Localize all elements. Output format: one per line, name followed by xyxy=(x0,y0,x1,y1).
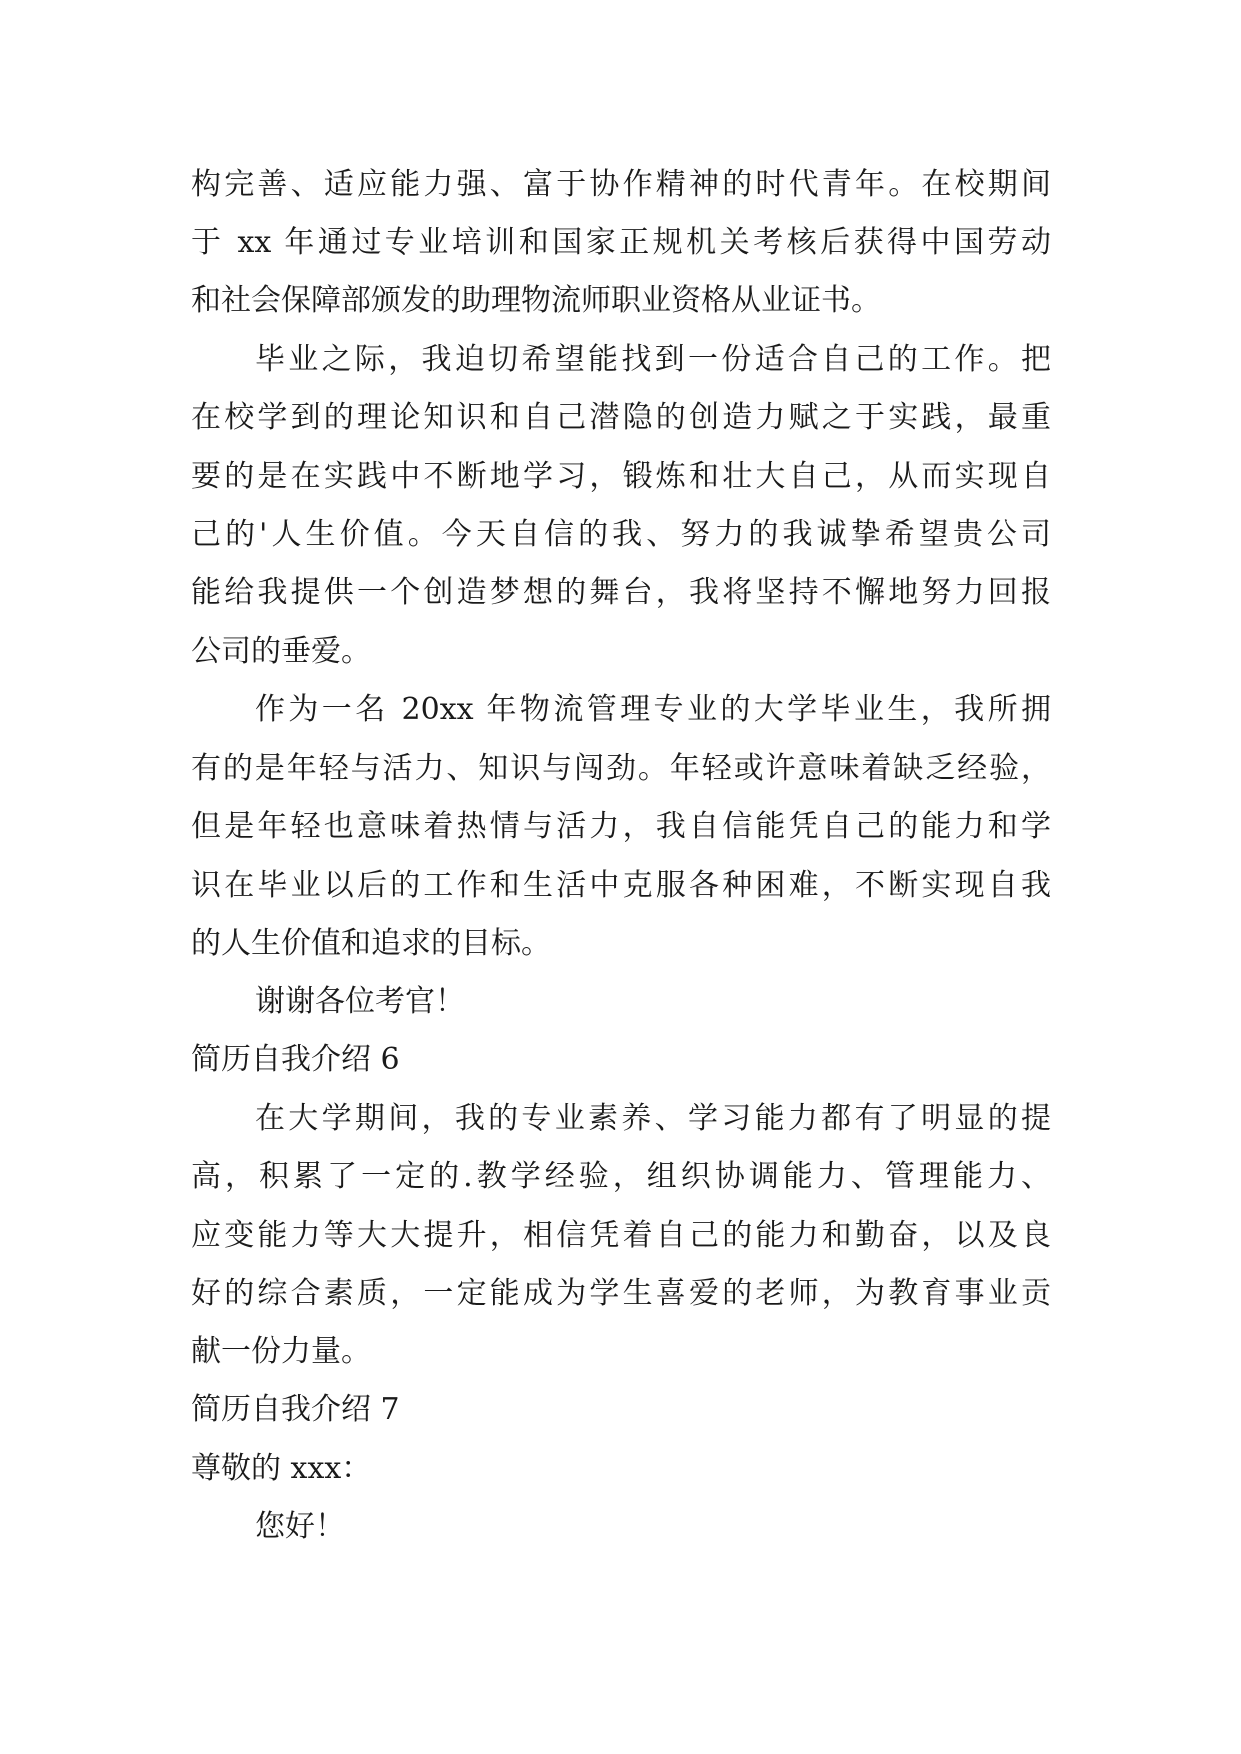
section-heading: 简历自我介绍 7 xyxy=(191,1392,400,1427)
greeting: 您好！ xyxy=(255,1509,345,1544)
text-line: 要的是在实践中不断地学习，锻炼和壮大自己，从而实现自 xyxy=(191,459,1051,494)
section-heading: 简历自我介绍 6 xyxy=(191,1042,400,1077)
text-line: 于 xx 年通过专业培训和国家正规机关考核后获得中国劳动 xyxy=(191,225,1051,260)
text-line: 和社会保障部颁发的助理物流师职业资格从业证书。 xyxy=(191,283,881,318)
text-line: 献一份力量。 xyxy=(191,1334,371,1369)
text-line: 在校学到的理论知识和自己潜隐的创造力赋之于实践，最重 xyxy=(191,400,1051,435)
paragraph-first-line: 在大学期间，我的专业素养、学习能力都有了明显的提 xyxy=(255,1101,1051,1136)
text-line: 应变能力等大大提升，相信凭着自己的能力和勤奋，以及良 xyxy=(191,1218,1051,1253)
text-line: 好的综合素质，一定能成为学生喜爱的老师，为教育事业贡 xyxy=(191,1276,1051,1311)
text-line: 己的'人生价值。今天自信的我、努力的我诚挚希望贵公司 xyxy=(191,517,1051,552)
text-line: 能给我提供一个创造梦想的舞台，我将坚持不懈地努力回报 xyxy=(191,575,1051,610)
text-line: 识在毕业以后的工作和生活中克服各种困难，不断实现自我 xyxy=(191,868,1051,903)
text-line: 但是年轻也意味着热情与活力，我自信能凭自己的能力和学 xyxy=(191,809,1051,844)
closing-thanks: 谢谢各位考官！ xyxy=(255,984,465,1019)
text-line: 高，积累了一定的.教学经验，组织协调能力、管理能力、 xyxy=(191,1159,1051,1194)
paragraph-first-line: 毕业之际，我迫切希望能找到一份适合自己的工作。把 xyxy=(255,342,1051,377)
paragraph-first-line: 作为一名 20xx 年物流管理专业的大学毕业生，我所拥 xyxy=(255,692,1051,727)
text-line: 有的是年轻与活力、知识与闯劲。年轻或许意味着缺乏经验， xyxy=(191,751,1051,786)
salutation: 尊敬的 xxx： xyxy=(191,1451,372,1486)
text-line: 的人生价值和追求的目标。 xyxy=(191,926,551,961)
text-line: 公司的垂爱。 xyxy=(191,634,371,669)
text-line: 构完善、适应能力强、富于协作精神的时代青年。在校期间 xyxy=(191,167,1051,202)
